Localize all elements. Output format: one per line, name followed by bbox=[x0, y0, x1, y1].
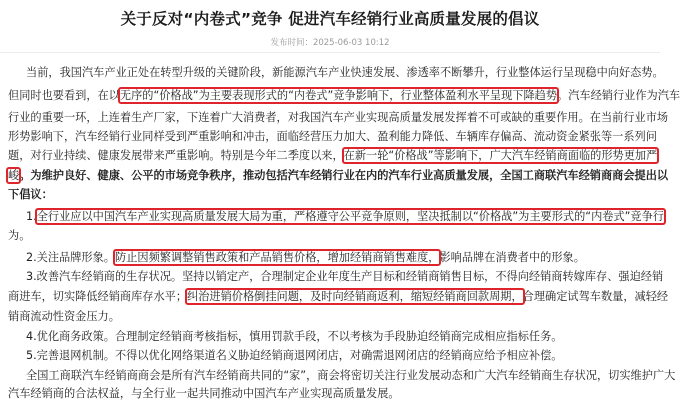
paragraph-line bbox=[26, 248, 585, 268]
paragraph-line: 行业的重要一环，上连着生产厂家，下连着广大消费者，对我国汽车产业实现高质量发展发挥着不可或缺的重要作用。在当前行业市场 bbox=[8, 111, 669, 124]
paragraph-line: 形势影响下，汽车经销行业同样受到严重影响和冲击，面临经营压力加大、盈利能力降低、车辆库存偏高、流动资金紧张等一系列问 bbox=[8, 130, 657, 143]
paragraph-line bbox=[8, 166, 668, 186]
paragraph-line bbox=[8, 86, 680, 106]
paragraph-line bbox=[8, 287, 668, 307]
text-run: 商进车，切实降低经销商库存水平； bbox=[8, 290, 188, 303]
highlight-box: 无序的“价格战”为主要表现形式的“内卷式”竞争影响下，行业整体盈利水平呈现下降趋势 bbox=[119, 89, 558, 102]
paragraph-line: 为。 bbox=[8, 229, 31, 242]
paragraph-line: 汽车经销商的合法权益，与全行业一起共同推动中国汽车产业实现高质量发展。 bbox=[8, 387, 400, 400]
paragraph-line: 全国工商联汽车经销商商会是所有汽车经销商共同的“家”，商会将密切关注行业发展动态和广大汽车经销商生存状况，切实维护广大 bbox=[26, 369, 676, 382]
paragraph-line bbox=[8, 146, 657, 166]
paragraph-line: 4.优化商务政策。合理制定经销商考核指标，慎用罚款手段，不以考核为手段胁迫经销商完成相应指标任务。 bbox=[26, 330, 563, 343]
highlight-box: 在新一轮“价格战”等影响下，广大汽车经销商面临的形势更加严 bbox=[343, 149, 658, 162]
highlight-box: 全行业应以中国汽车产业实现高质量发展大局为重，严格遵守公平竞争原则，坚决抵制以“价格战”为主要形式的“内卷式”竞争行 bbox=[36, 210, 664, 223]
paragraph-line: 5.完善退网机制。不得以优化网络渠道名义胁迫经销商退网闭店，对确需退网闭店的经销商应给予相应补偿。 bbox=[26, 349, 563, 362]
text-run: 合理确定试驾车数量，减轻经 bbox=[522, 290, 669, 303]
paragraph-line: 销商流动性资金压力。 bbox=[8, 310, 120, 323]
text-run: 2.关注品牌形象。 bbox=[26, 251, 115, 264]
divider bbox=[0, 52, 660, 53]
text-run: 1. bbox=[26, 210, 37, 223]
text-run: 但同时也要看到，在以 bbox=[8, 89, 120, 102]
highlight-box: 峻 bbox=[8, 169, 20, 182]
text-run: 影响品牌在消费者中的形象。 bbox=[439, 251, 585, 264]
text-run: 。汽车经销行业作为汽车 bbox=[557, 89, 680, 102]
text-run: 。为维护良好、健康、公平的市场竞争秩序，推动包括汽车经销行业在内的汽车行业高质量发展，全国工商联汽车经销商商会提出以 bbox=[19, 169, 669, 182]
publish-time: 发布时间：2025-06-03 10:12 bbox=[270, 38, 390, 48]
paragraph-line: 3.改善汽车经销商的生存状况。坚持以销定产，合理制定企业年度生产目标和经销商销售目标，不得向经销商转嫁库存、强迫经销 bbox=[26, 270, 664, 283]
paragraph-line: 下倡议： bbox=[8, 188, 53, 201]
highlight-box: 防止因频繁调整销售政策和产品销售价格，增加经销商销售难度， bbox=[115, 251, 440, 264]
article-title: 关于反对“内卷式”竞争 促进汽车经销行业高质量发展的倡议 bbox=[120, 10, 540, 28]
paragraph-line: 当前，我国汽车产业正处在转型升级的关键阶段，新能源汽车产业快速发展、渗透率不断攀升，行业整体运行呈现稳中向好态势。 bbox=[26, 66, 664, 79]
highlight-box: 纠治进销价格倒挂问题，及时向经销商返利，缩短经销商回款周期， bbox=[187, 290, 523, 303]
paragraph-line bbox=[26, 207, 664, 227]
text-run: 题，对行业持续、健康发展带来严重影响。特别是今年二季度以来， bbox=[8, 149, 344, 162]
